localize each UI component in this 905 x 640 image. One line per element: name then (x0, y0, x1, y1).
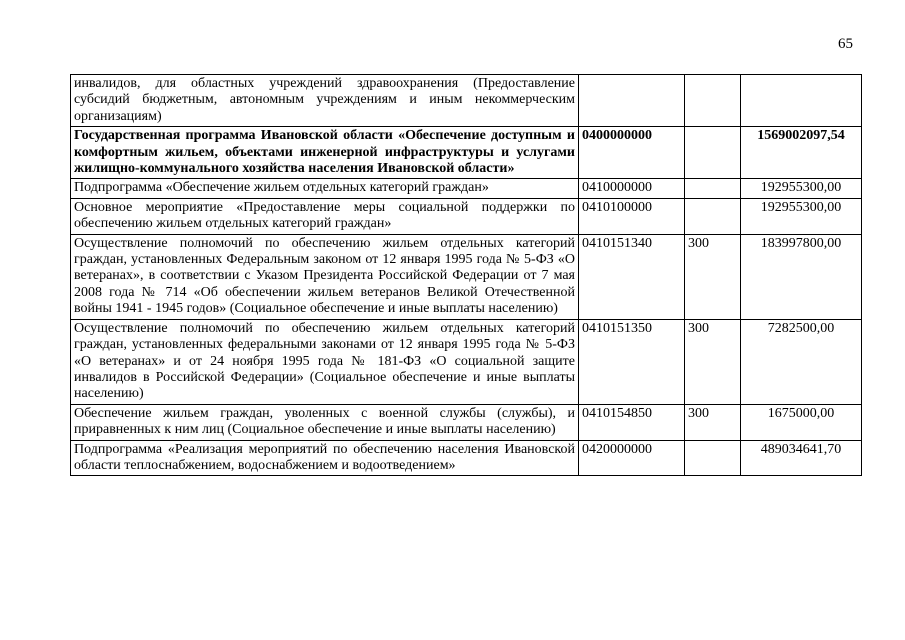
row-expense-type (685, 179, 741, 198)
row-target-code: 0410154850 (579, 404, 685, 440)
row-target-code: 0410100000 (579, 198, 685, 234)
row-target-code: 0400000000 (579, 127, 685, 179)
row-amount: 183997800,00 (741, 234, 862, 319)
table-row (71, 127, 862, 179)
row-expense-type: 300 (685, 404, 741, 440)
row-name: Обеспечение жильем граждан, уволенных с военной службы (службы), и приравненных к ним лиц (Социальное обеспечение и иные выплаты населению) (71, 404, 579, 440)
table-row (71, 440, 862, 476)
row-name: инвалидов, для областных учреждений здравоохранения (Предоставление субсидий бюджетным, автономным учреждениям и иным некоммерческим организациям) (71, 75, 579, 127)
row-expense-type (685, 440, 741, 476)
row-amount: 489034641,70 (741, 440, 862, 476)
table-row (71, 234, 862, 319)
row-expense-type: 300 (685, 234, 741, 319)
row-name: Осуществление полномочий по обеспечению жильем отдельных категорий граждан, установленных федеральными законами от 12 января 1995 года № 5-ФЗ «О ветеранах» и от 24 ноября 1995 года № 181-ФЗ «О социальной защите инвалидов в Российской Федерации» (Социальное обеспечение и иные выплаты населению) (71, 319, 579, 404)
row-target-code: 0420000000 (579, 440, 685, 476)
row-expense-type: 300 (685, 319, 741, 404)
row-name: Осуществление полномочий по обеспечению жильем отдельных категорий граждан, установленных Федеральным законом от 12 января 1995 года № 5-ФЗ «О ветеранах», в соответствии с Указом Президента Российской Федерации от 7 мая 2008 года № 714 «Об обеспечении жильем ветеранов Великой Отечественной войны 1941 - 1945 годов» (Социальное обеспечение и иные выплаты населению) (71, 234, 579, 319)
row-expense-type (685, 75, 741, 127)
page-number: 65 (838, 36, 853, 52)
row-amount (741, 75, 862, 127)
row-amount: 7282500,00 (741, 319, 862, 404)
table-row (71, 198, 862, 234)
table-row (71, 75, 862, 127)
row-name: Подпрограмма «Обеспечение жильем отдельных категорий граждан» (71, 179, 579, 198)
row-amount: 1569002097,54 (741, 127, 862, 179)
row-amount: 192955300,00 (741, 179, 862, 198)
table-row (71, 404, 862, 440)
table-row (71, 319, 862, 404)
budget-table (70, 74, 862, 476)
row-expense-type (685, 198, 741, 234)
row-target-code: 0410151340 (579, 234, 685, 319)
row-expense-type (685, 127, 741, 179)
row-target-code: 0410151350 (579, 319, 685, 404)
row-name: Подпрограмма «Реализация мероприятий по обеспечению населения Ивановской области теплоснабжением, водоснабжением и водоотведением» (71, 440, 579, 476)
table-row (71, 179, 862, 198)
row-target-code (579, 75, 685, 127)
row-name: Основное мероприятие «Предоставление меры социальной поддержки по обеспечению жильем отдельных категорий граждан» (71, 198, 579, 234)
row-name: Государственная программа Ивановской области «Обеспечение доступным и комфортным жильем, объектами инженерной инфраструктуры и услугами жилищно-коммунального хозяйства населения Ивановской области» (71, 127, 579, 179)
row-amount: 1675000,00 (741, 404, 862, 440)
row-target-code: 0410000000 (579, 179, 685, 198)
row-amount: 192955300,00 (741, 198, 862, 234)
